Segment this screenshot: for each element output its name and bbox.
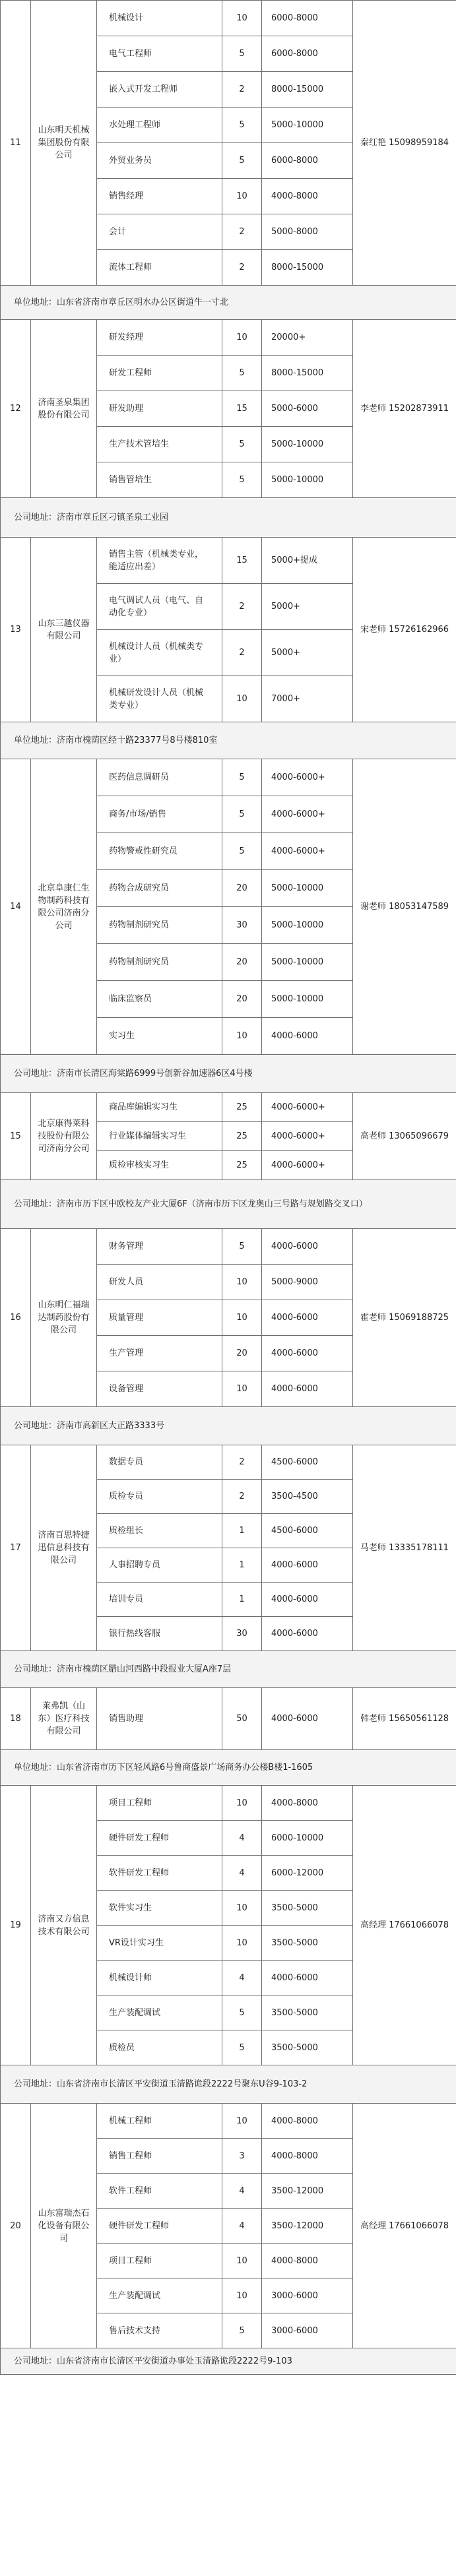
job-title: 质检专员 [97, 1480, 222, 1514]
company-address: 公司地址：济南市高新区大正路3333号 [1, 1407, 456, 1445]
job-title: 机械工程师 [97, 2104, 222, 2139]
job-salary: 4000-8000 [262, 179, 353, 214]
company-name: 山东富瑞杰石化设备有限公司 [31, 2104, 97, 2348]
job-row [1, 1, 456, 36]
job-count: 25 [222, 1151, 262, 1180]
company-number: 11 [1, 1, 31, 286]
company-number: 13 [1, 538, 31, 722]
company-name: 济南又方信息技术有限公司 [31, 1786, 97, 2065]
job-count: 25 [222, 1093, 262, 1122]
job-title: 机械设计师 [97, 1961, 222, 1995]
address-row [1, 498, 456, 538]
job-salary: 6000-8000 [262, 143, 353, 179]
job-count: 2 [222, 1445, 262, 1480]
job-salary: 5000+提成 [262, 538, 353, 584]
company-number: 15 [1, 1093, 31, 1180]
job-title: 药物制剂研究员 [97, 907, 222, 944]
job-count: 5 [222, 796, 262, 833]
job-title: 质检审核实习生 [97, 1151, 222, 1180]
job-title: 行业媒体编辑实习生 [97, 1122, 222, 1151]
job-salary: 4000-6000 [262, 1229, 353, 1265]
company-contact: 霍老师 15069188725 [353, 1229, 456, 1407]
job-count: 2 [222, 584, 262, 630]
company-name: 莱弗凯（山东）医疗科技有限公司 [31, 1688, 97, 1750]
job-count: 4 [222, 1961, 262, 1995]
job-salary: 3500-5000 [262, 1891, 353, 1926]
job-count: 20 [222, 944, 262, 981]
job-title: 销售主管（机械类专业，能适应出差） [97, 538, 222, 584]
company-name: 北京康得莱科技股份有限公司济南分公司 [31, 1093, 97, 1180]
job-row [1, 1688, 456, 1750]
job-title: 销售经理 [97, 179, 222, 214]
job-salary: 4000-8000 [262, 1786, 353, 1821]
company-number: 17 [1, 1445, 31, 1651]
company-number: 18 [1, 1688, 31, 1750]
job-title: 药物警戒性研究员 [97, 833, 222, 870]
job-title: 医药信息调研员 [97, 759, 222, 796]
company-contact: 秦红艳 15098959184 [353, 1, 456, 286]
address-row [1, 1750, 456, 1786]
job-salary: 5000+ [262, 630, 353, 676]
job-count: 2 [222, 214, 262, 250]
company-contact: 韩老师 15650561128 [353, 1688, 456, 1750]
job-salary: 5000-10000 [262, 944, 353, 981]
job-salary: 5000-6000 [262, 391, 353, 427]
job-salary: 5000-9000 [262, 1265, 353, 1300]
job-row [1, 1093, 456, 1122]
job-salary: 4000-6000 [262, 1583, 353, 1617]
job-salary: 6000-12000 [262, 1856, 353, 1891]
company-name: 济南百思特捷迅信息科技有限公司 [31, 1445, 97, 1651]
job-count: 5 [222, 427, 262, 462]
job-row [1, 1229, 456, 1265]
job-salary: 6000-8000 [262, 1, 353, 36]
job-title: 药物制剂研究员 [97, 944, 222, 981]
job-count: 5 [222, 356, 262, 391]
job-title: VR设计实习生 [97, 1926, 222, 1961]
address-row [1, 722, 456, 759]
job-count: 2 [222, 250, 262, 286]
company-contact: 高老师 13065096679 [353, 1093, 456, 1180]
company-address: 公司地址：济南市长清区海棠路6999号创新谷加速器6区4号楼 [1, 1055, 456, 1093]
job-title: 生产装配调试 [97, 1995, 222, 2030]
job-salary: 4000-6000 [262, 1336, 353, 1371]
job-count: 10 [222, 1786, 262, 1821]
job-count: 50 [222, 1688, 262, 1750]
job-row [1, 1786, 456, 1821]
job-title: 外贸业务员 [97, 143, 222, 179]
job-title: 项目工程师 [97, 1786, 222, 1821]
job-title: 机械设计人员（机械类专业） [97, 630, 222, 676]
job-salary: 5000-10000 [262, 427, 353, 462]
job-salary: 3500-12000 [262, 2209, 353, 2244]
job-title: 机械研发设计人员（机械类专业） [97, 676, 222, 722]
job-title: 数据专员 [97, 1445, 222, 1480]
job-count: 1 [222, 1583, 262, 1617]
job-count: 1 [222, 1514, 262, 1548]
job-salary: 5000-10000 [262, 462, 353, 498]
job-title: 销售管培生 [97, 462, 222, 498]
job-count: 5 [222, 462, 262, 498]
company-contact: 李老师 15202873911 [353, 320, 456, 498]
company-contact: 马老师 13335178111 [353, 1445, 456, 1651]
company-address: 公司地址：济南市章丘区刁镇圣泉工业园 [1, 498, 456, 538]
job-title: 项目工程师 [97, 2244, 222, 2278]
company-name: 山东明仁福瑞达制药股份有限公司 [31, 1229, 97, 1407]
job-count: 5 [222, 1995, 262, 2030]
job-title: 实习生 [97, 1018, 222, 1055]
job-title: 设备管理 [97, 1371, 222, 1407]
job-count: 20 [222, 1336, 262, 1371]
job-salary: 4000-6000 [262, 1617, 353, 1651]
company-address: 单位地址：济南市槐荫区经十路23377号8号楼810室 [1, 722, 456, 759]
job-salary: 5000-10000 [262, 108, 353, 143]
job-count: 10 [222, 2278, 262, 2313]
job-salary: 4500-6000 [262, 1514, 353, 1548]
company-number: 14 [1, 759, 31, 1055]
job-count: 2 [222, 1480, 262, 1514]
job-title: 销售助理 [97, 1688, 222, 1750]
job-count: 30 [222, 907, 262, 944]
job-count: 10 [222, 1265, 262, 1300]
job-title: 软件研发工程师 [97, 1856, 222, 1891]
job-count: 25 [222, 1122, 262, 1151]
job-title: 临床监察员 [97, 981, 222, 1018]
company-number: 16 [1, 1229, 31, 1407]
job-salary: 5000-10000 [262, 907, 353, 944]
job-title: 药物合成研究员 [97, 870, 222, 907]
job-count: 5 [222, 2313, 262, 2348]
job-title: 硬件研发工程师 [97, 2209, 222, 2244]
job-title: 会计 [97, 214, 222, 250]
address-row [1, 286, 456, 320]
job-count: 5 [222, 36, 262, 72]
job-row [1, 538, 456, 584]
company-address: 公司地址：济南市历下区中欧校友产业大厦6F（济南市历下区龙奥山三号路与规划路交叉口） [1, 1180, 456, 1229]
job-title: 研发工程师 [97, 356, 222, 391]
job-count: 10 [222, 1300, 262, 1336]
job-salary: 20000+ [262, 320, 353, 356]
job-title: 流体工程师 [97, 250, 222, 286]
job-title: 财务管理 [97, 1229, 222, 1265]
job-salary: 8000-15000 [262, 250, 353, 286]
job-row [1, 1445, 456, 1480]
company-address: 单位地址：山东省济南市章丘区明水办公区街道牛一寸北 [1, 286, 456, 320]
job-salary: 5000-10000 [262, 870, 353, 907]
job-count: 15 [222, 391, 262, 427]
job-count: 10 [222, 1926, 262, 1961]
job-salary: 4000-6000+ [262, 833, 353, 870]
job-salary: 4000-8000 [262, 2244, 353, 2278]
job-salary: 4000-6000 [262, 1688, 353, 1750]
job-title: 硬件研发工程师 [97, 1821, 222, 1856]
job-title: 软件工程师 [97, 2174, 222, 2209]
job-title: 银行热线客服 [97, 1617, 222, 1651]
address-row [1, 1055, 456, 1093]
job-salary: 4000-6000 [262, 1371, 353, 1407]
job-count: 20 [222, 870, 262, 907]
job-title: 水处理工程师 [97, 108, 222, 143]
job-title: 软件实习生 [97, 1891, 222, 1926]
job-salary: 7000+ [262, 676, 353, 722]
job-salary: 4000-6000 [262, 1548, 353, 1583]
job-salary: 8000-15000 [262, 72, 353, 108]
job-salary: 3500-12000 [262, 2174, 353, 2209]
job-count: 10 [222, 1891, 262, 1926]
job-title: 研发人员 [97, 1265, 222, 1300]
company-address: 公司地址：济南市槐荫区腊山河西路中段报业大厦A座7层 [1, 1651, 456, 1688]
address-row [1, 2065, 456, 2104]
job-salary: 4000-6000+ [262, 1122, 353, 1151]
job-count: 10 [222, 320, 262, 356]
job-count: 10 [222, 2244, 262, 2278]
company-address: 单位地址：山东省济南市历下区轻风路6号鲁商盛景广场商务办公楼B楼1-1605 [1, 1750, 456, 1786]
job-title: 商务/市场/销售 [97, 796, 222, 833]
job-row [1, 320, 456, 356]
job-count: 20 [222, 981, 262, 1018]
job-count: 2 [222, 72, 262, 108]
job-salary: 5000-8000 [262, 214, 353, 250]
job-salary: 4500-6000 [262, 1445, 353, 1480]
address-row [1, 1651, 456, 1688]
job-count: 10 [222, 1018, 262, 1055]
job-title: 人事招聘专员 [97, 1548, 222, 1583]
job-salary: 3500-4500 [262, 1480, 353, 1514]
company-address: 公司地址：山东省济南市长清区平安街道办事处玉清路诡段2222号9-103 [1, 2348, 456, 2375]
job-salary: 4000-6000+ [262, 759, 353, 796]
company-number: 20 [1, 2104, 31, 2348]
job-count: 10 [222, 179, 262, 214]
job-salary: 3500-5000 [262, 1926, 353, 1961]
company-number: 12 [1, 320, 31, 498]
job-salary: 6000-10000 [262, 1821, 353, 1856]
job-count: 1 [222, 1548, 262, 1583]
job-salary: 4000-6000 [262, 1018, 353, 1055]
job-table-body [1, 1, 456, 2375]
company-name: 济南圣泉集团股份有限公司 [31, 320, 97, 498]
job-row [1, 2104, 456, 2139]
job-title: 质检员 [97, 2030, 222, 2065]
job-title: 质检组长 [97, 1514, 222, 1548]
job-row [1, 759, 456, 796]
job-title: 研发经理 [97, 320, 222, 356]
job-count: 4 [222, 1821, 262, 1856]
job-salary: 4000-6000+ [262, 1093, 353, 1122]
job-salary: 4000-6000+ [262, 1151, 353, 1180]
job-count: 5 [222, 1229, 262, 1265]
job-title: 售后技术支持 [97, 2313, 222, 2348]
job-title: 生产技术管培生 [97, 427, 222, 462]
job-salary: 4000-6000 [262, 1961, 353, 1995]
job-salary: 5000+ [262, 584, 353, 630]
job-salary: 8000-15000 [262, 356, 353, 391]
company-contact: 宋老师 15726162966 [353, 538, 456, 722]
company-contact: 谢老师 18053147589 [353, 759, 456, 1055]
job-salary: 5000-10000 [262, 981, 353, 1018]
job-salary: 4000-8000 [262, 2139, 353, 2174]
company-contact: 高经理 17661066078 [353, 2104, 456, 2348]
address-row [1, 2348, 456, 2375]
job-count: 5 [222, 2030, 262, 2065]
job-count: 4 [222, 1856, 262, 1891]
job-salary: 3000-6000 [262, 2278, 353, 2313]
job-title: 研发助理 [97, 391, 222, 427]
job-salary: 3000-6000 [262, 2313, 353, 2348]
job-count: 10 [222, 1, 262, 36]
job-count: 30 [222, 1617, 262, 1651]
job-title: 机械设计 [97, 1, 222, 36]
job-title: 商品库编辑实习生 [97, 1093, 222, 1122]
job-count: 2 [222, 630, 262, 676]
company-name: 山东三越仪器有限公司 [31, 538, 97, 722]
job-title: 电气调试人员（电气、自动化专业） [97, 584, 222, 630]
job-count: 5 [222, 108, 262, 143]
company-name: 山东明天机械集团股份有限公司 [31, 1, 97, 286]
address-row [1, 1407, 456, 1445]
company-address: 公司地址：山东省济南市长清区平安街道玉清路诡段2222号聚东U谷9-103-2 [1, 2065, 456, 2104]
job-title: 生产管理 [97, 1336, 222, 1371]
company-number: 19 [1, 1786, 31, 2065]
job-title: 生产装配调试 [97, 2278, 222, 2313]
job-salary: 4000-8000 [262, 2104, 353, 2139]
job-count: 15 [222, 538, 262, 584]
address-row [1, 1180, 456, 1229]
company-name: 北京阜康仁生物制药科技有限公司济南分公司 [31, 759, 97, 1055]
job-title: 电气工程师 [97, 36, 222, 72]
job-salary: 4000-6000+ [262, 796, 353, 833]
job-count: 10 [222, 676, 262, 722]
job-salary: 6000-8000 [262, 36, 353, 72]
job-count: 4 [222, 2174, 262, 2209]
job-count: 5 [222, 833, 262, 870]
job-count: 3 [222, 2139, 262, 2174]
job-title: 培训专员 [97, 1583, 222, 1617]
job-count: 10 [222, 2104, 262, 2139]
job-salary: 3500-5000 [262, 2030, 353, 2065]
job-count: 5 [222, 143, 262, 179]
job-title: 质量管理 [97, 1300, 222, 1336]
job-title: 嵌入式开发工程师 [97, 72, 222, 108]
job-count: 5 [222, 759, 262, 796]
job-salary: 3500-5000 [262, 1995, 353, 2030]
job-count: 4 [222, 2209, 262, 2244]
job-salary: 4000-6000 [262, 1300, 353, 1336]
company-contact: 高经理 17661066078 [353, 1786, 456, 2065]
job-count: 10 [222, 1371, 262, 1407]
job-title: 销售工程师 [97, 2139, 222, 2174]
